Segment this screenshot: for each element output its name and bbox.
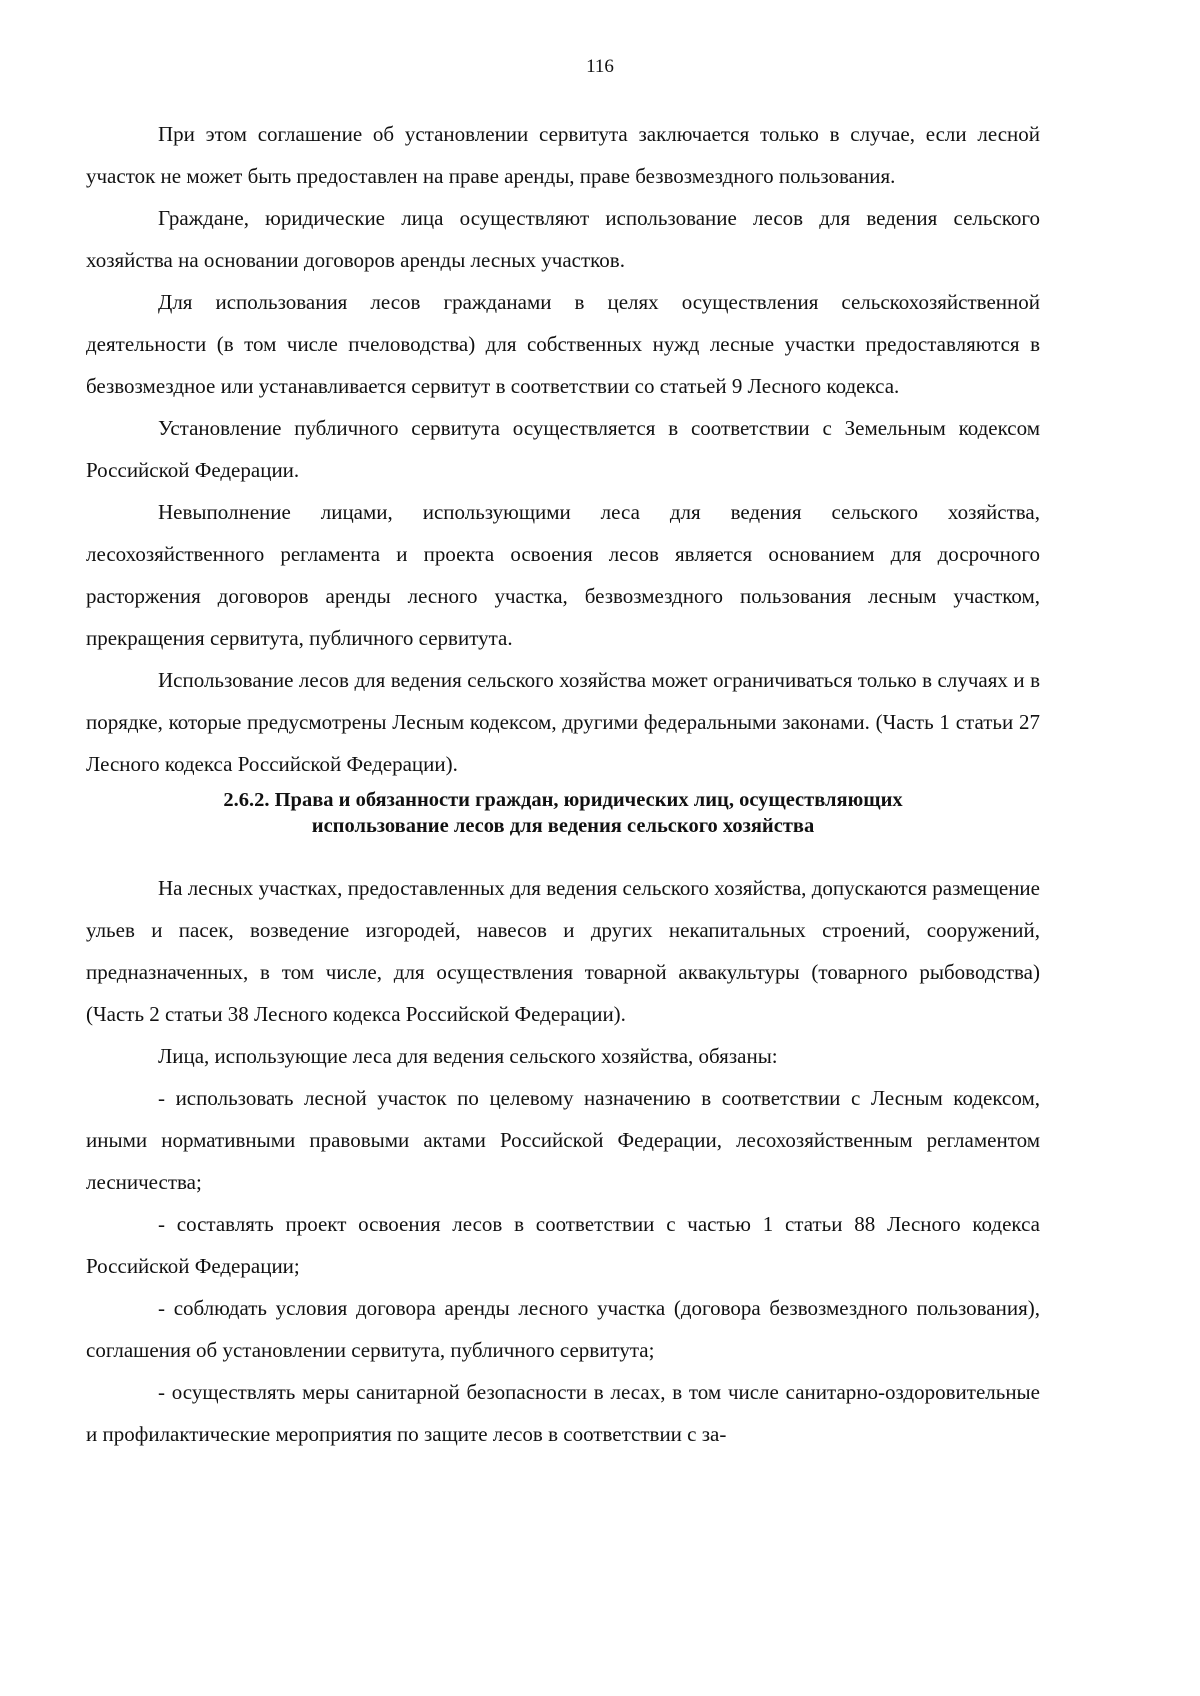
paragraph-citizens-lease: Граждане, юридические лица осуществляют использование лесов для ведения сельского хозяйства на основании договоров аренды лесных участков. [86, 206, 1040, 272]
section-heading [86, 787, 1040, 839]
paragraph-obligations-intro: Лица, использующие леса для ведения сельского хозяйства, обязаны: [158, 1044, 778, 1068]
paragraph-allowed-structures: На лесных участках, предоставленных для ведения сельского хозяйства, допускаются размещение ульев и пасек, возведение изгородей, навесов и других некапитальных строений, сооружений, предназначенных, в том числе, для осуществления товарной аквакультуры (товарного рыбоводства) (Часть 2 статьи 38 Лесного кодекса Российской Федерации). [86, 876, 1040, 1026]
section-heading-line-2: использование лесов для ведения сельского хозяйства [311, 815, 815, 837]
paragraph-restrictions: Использование лесов для ведения сельского хозяйства может ограничиваться только в случаях и в порядке, которые предусмотрены Лесным кодексом, другими федеральными законами. (Часть 1 статьи 27 Лесного кодекса Российской Федерации). [86, 668, 1040, 776]
page-number: 116 [586, 56, 614, 77]
section-heading-line-1: 2.6.2. Права и обязанности граждан, юридических лиц, осуществляющих [223, 789, 903, 811]
list-item-contract-conditions: - соблюдать условия договора аренды лесного участка (договора безвозмездного пользования), соглашения об установлении сервитута, публичного сервитута; [86, 1296, 1040, 1362]
paragraph-own-needs: Для использования лесов гражданами в целях осуществления сельскохозяйственной деятельности (в том числе пчеловодства) для собственных нужд лесные участки предоставляются в безвозмездное или устанавливается сервитут в соответствии со статьей 9 Лесного кодекса. [86, 290, 1040, 398]
paragraph-easement-agreement: При этом соглашение об установлении сервитута заключается только в случае, если лесной участок не может быть предоставлен на праве аренды, праве безвозмездного пользования. [86, 122, 1040, 188]
paragraph-noncompliance: Невыполнение лицами, использующими леса для ведения сельского хозяйства, лесохозяйственного регламента и проекта освоения лесов является основанием для досрочного расторжения договоров аренды лесного участка, безвозмездного пользования лесным участком, прекращения сервитута, публичного сервитута. [86, 500, 1040, 650]
list-item-target-use: - использовать лесной участок по целевому назначению в соответствии с Лесным кодексом, иными нормативными правовыми актами Российской Федерации, лесохозяйственным регламентом лесничества; [86, 1086, 1040, 1194]
document-body [86, 113, 1040, 1455]
list-item-sanitary-measures: - осуществлять меры санитарной безопасности в лесах, в том числе санитарно-оздоровительные и профилактические мероприятия по защите лесов в соответствии с за- [86, 1380, 1040, 1446]
list-item-development-project: - составлять проект освоения лесов в соответствии с частью 1 статьи 88 Лесного кодекса Российской Федерации; [86, 1212, 1040, 1278]
paragraph-public-easement: Установление публичного сервитута осуществляется в соответствии с Земельным кодексом Российской Федерации. [86, 416, 1040, 482]
